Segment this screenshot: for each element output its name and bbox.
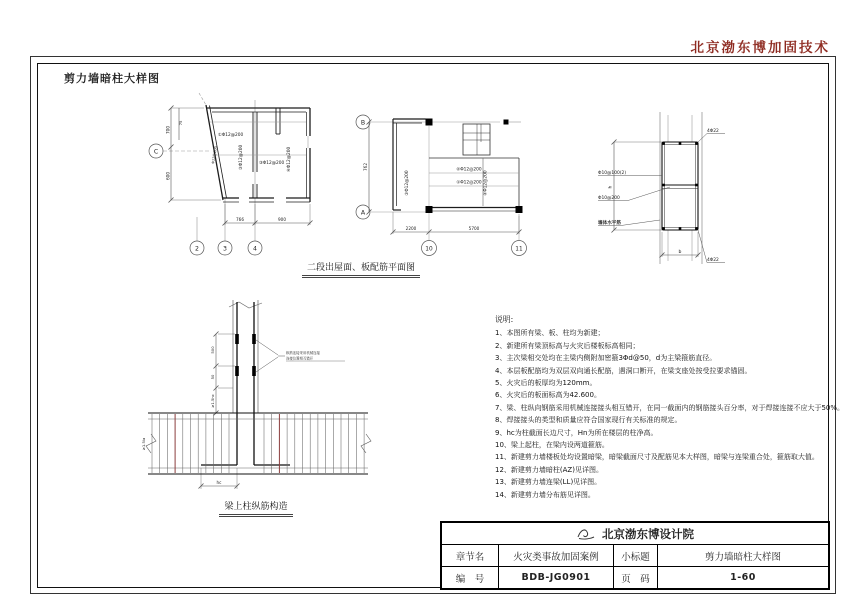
stirrup-label: Φ10@100(2): [598, 171, 627, 176]
subtitle-label: 小标题: [613, 545, 657, 566]
dim-label: hc: [216, 479, 222, 485]
dim-label: ≥1.5la: [141, 437, 146, 451]
grid-bubble-label: 11: [515, 246, 523, 253]
page-title: 剪力墙暗柱大样图: [64, 72, 160, 85]
dim-label: 5700: [468, 225, 480, 231]
design-institute-logo: [576, 527, 596, 540]
grid-bubble-label: 2: [195, 245, 199, 253]
walls: [206, 105, 310, 202]
note-item: 11、新建剪力墙楼板处均设置暗梁，暗梁截面尺寸及配筋见本大样图，暗梁与连梁重合处，箍筋取大值。: [495, 453, 819, 462]
rebar-callout: ②Φ12@200: [456, 167, 482, 173]
column-rebars: [201, 302, 290, 465]
rebar-callout: ④Φ12@200: [287, 146, 292, 172]
beam-stirrups: [152, 414, 364, 473]
dim-label: 2200: [405, 225, 417, 231]
note-item: 8、焊接接头的类型和质量应符合国家现行有关标准的规定。: [495, 416, 682, 425]
title-block-row: [442, 566, 828, 588]
drawing-number: BDB-JG0901: [498, 567, 613, 588]
company-watermark: 北京渤东博加固技术: [690, 40, 830, 56]
rebar-callout: Φ12@200: [211, 145, 219, 165]
notes-heading: 说明:: [495, 315, 514, 324]
walls: [393, 119, 516, 211]
caption-text: 二段出屋面、板配筋平面图: [302, 260, 420, 278]
dim-label: 762: [363, 163, 368, 171]
subtitle-value: 剪力墙暗柱大样图: [657, 545, 828, 566]
splice-note-line2: 连接位置相互错开: [286, 356, 314, 361]
rebar-dots: [662, 142, 697, 229]
dim-label: 500: [210, 346, 215, 354]
dimension-lines: [612, 140, 701, 258]
rebar-callout: ③Φ12@200: [239, 144, 244, 170]
note-item: 12、新建剪力墙暗柱(AZ)见详图。: [495, 465, 603, 474]
break-symbols: [146, 434, 371, 453]
column-face-lines: [229, 300, 262, 413]
wall-bar-label: 墙体水平筋: [598, 221, 621, 226]
rebar-callout: ④Φ12@200: [483, 170, 489, 196]
detail-caption: [190, 499, 322, 517]
dim-label: 600: [165, 172, 171, 180]
stirrup-label: Φ10@200: [598, 196, 620, 201]
dim-label: ≥1.5hc: [210, 394, 215, 408]
grid-bubble-label: A: [360, 209, 366, 217]
note-item: 3、主次梁相交处均在主梁内侧附加密箍3Φd@50，d为主梁箍筋直径。: [495, 354, 717, 363]
note-item: 14、新建剪力墙分布筋见详图。: [495, 490, 595, 499]
note-item: 1、本图所有梁、板、柱均为新建；: [495, 329, 605, 338]
grid-bubble-label: C: [153, 148, 159, 156]
note-item: 10、梁上起柱，在梁内设两道箍筋。: [495, 441, 609, 450]
dim-label: 75: [178, 120, 183, 126]
note-item: 13、新建剪力墙连梁(LL)见详图。: [495, 478, 602, 487]
dim-label: 766: [236, 216, 244, 222]
rebar-callouts: [404, 167, 489, 196]
page-label: 页 码: [613, 567, 657, 588]
splice-marks: [235, 334, 256, 376]
title-block-header: [442, 523, 828, 544]
splice-note-line1: 纵筋连接采用机械连接: [286, 351, 320, 355]
grid-bubbles: [356, 115, 527, 256]
stirrups: [662, 142, 698, 230]
dimension-lines: [367, 120, 522, 235]
dim-label: 700: [165, 126, 171, 134]
rebar-callout: ①Φ12@200: [456, 180, 482, 186]
bar-label: 4Φ22: [707, 129, 719, 134]
chapter-label: 章节名: [455, 551, 485, 563]
grid-bubbles: [149, 144, 262, 255]
bar-label: 4Φ22: [707, 258, 719, 263]
column-section: [596, 112, 806, 270]
column-marks: [426, 119, 523, 214]
rebar-callouts: [211, 132, 292, 172]
page-number: 1-60: [657, 567, 828, 588]
column-on-beam-detail: [138, 298, 378, 502]
note-item: 7、梁、柱纵向钢筋采用机械连接接头相互错开，在同一截面内的钢筋接头百分率，对于焊接连接不应大于50%。: [495, 403, 845, 412]
chapter-value: 火灾类事故加固案例: [498, 545, 613, 566]
dim-label: b: [678, 250, 682, 255]
note-item: 5、火灾后的板厚均为120mm。: [495, 379, 597, 388]
dim-label: 50: [210, 374, 215, 380]
grid-bubble-label: B: [360, 119, 366, 127]
rebar-callout: ①Φ12@200: [218, 133, 244, 138]
grid-bubble-label: 10: [425, 246, 433, 253]
dim-label: h: [608, 185, 614, 189]
caption-text: 梁上柱纵筋构造: [219, 499, 292, 517]
note-item: 6、火灾后的板面标高为42.600。: [495, 391, 601, 400]
slab-edges: [429, 124, 519, 206]
number-label: 编 号: [455, 573, 485, 585]
plan-view-roof-slab: [138, 92, 350, 264]
title-block: [440, 521, 830, 590]
dim-label: 900: [278, 216, 286, 222]
note-item: 4、本层板配筋均为双层双向通长配筋，遇洞口断开，在梁支座处按受拉要求锚固。: [495, 366, 752, 375]
rebar-callout: ③Φ12@200: [405, 170, 410, 196]
plan-view-framing: [338, 98, 550, 266]
design-institute-name: 北京渤东博设计院: [602, 526, 694, 541]
rebar-callout: ③Φ12@200: [259, 161, 285, 166]
general-notes: [495, 314, 845, 501]
title-block-row: [442, 544, 828, 566]
grid-bubble-label: 4: [253, 245, 257, 253]
note-item: 2、新建所有梁顶标高与火灾后楼板标高相同；: [495, 341, 640, 350]
note-item: 9、hc为柱截面长边尺寸，Hn为所在楼层的柱净高。: [495, 428, 658, 437]
grid-bubble-label: 3: [223, 245, 227, 253]
